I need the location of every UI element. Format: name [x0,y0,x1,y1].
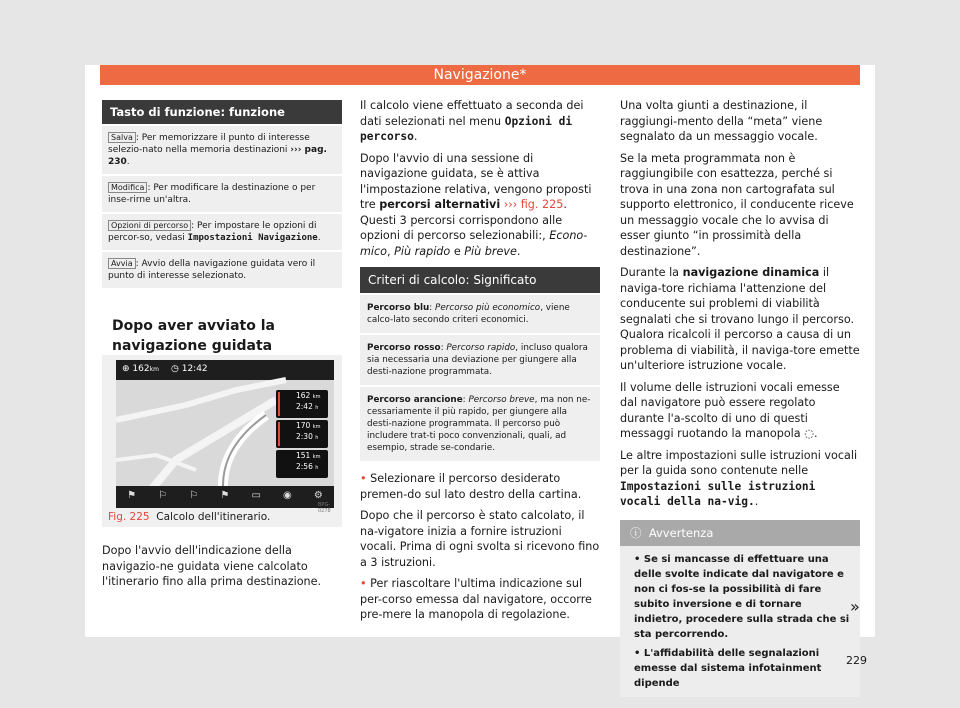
waypoint-icon[interactable]: ⚐ [189,490,199,501]
paragraph: Durante la navigazione dinamica il naviga-tore richiama l'attenzione del conducente sui problemi di viabilità segnalati che si trovano lungo il percorso. Qualora ricalcoli il percorso a causa di un problema di viabilità, il naviga-tore emette un'ulteriore istruzione vocale. [620,266,860,372]
page-header: Navigazione* [100,65,860,85]
gear-icon[interactable]: ⚙ [313,490,323,501]
column-3 [620,98,860,697]
camera-icon[interactable]: ◉ [283,490,292,501]
info-icon: ⓘ [630,525,642,540]
route-option-1[interactable]: 162 km 2:42 h [296,391,321,411]
figure-caption: Fig. 225 Calcolo dell'itinerario. [108,511,271,523]
key-salva: Salva [108,132,136,143]
criteria-title: Criteri di calcolo: Significato [360,267,600,293]
paragraph: Dopo l'avvio di una sessione di navigazione guidata, se è attiva l'impostazione relativa, vengono proposti tre percorsi alternativi ››› fig. 225. Questi 3 percorsi corrispondono alle opzioni di percorso selezionabili:, Econo-mico, Più rapido e Più breve. [360,151,592,258]
nav-toolbar [116,490,334,501]
section-title: Dopo aver avviato la navigazione guidata [112,318,275,354]
function-row: Opzioni di percorso : Per impostare le opzioni di percor-so, vedasi Impostazioni Navigazione. [102,212,342,250]
function-row: Salva : Per memorizzare il punto di interesse selezio-nato nella memoria destinazioni ››› pag. 230. [102,124,342,174]
warning-item: • Se si mancasse di effettuare una delle svolte indicate dal navigatore e non ci fos-se la possibilità di fare subito inversione e di tornare indietro, procedere sulla strada che si sta percorrendo. [634,553,850,640]
column-1 [102,100,342,368]
warning-box [620,520,860,697]
paragraph: Il calcolo viene effettuato a seconda dei dati selezionati nel menu Opzioni di percorso. [360,99,584,143]
nav-screen [116,360,334,508]
route-flag-icon[interactable]: ⚐ [158,490,168,501]
warning-title: ⓘ Avvertenza [620,520,860,546]
warning-item: • L'affidabilità delle segnalazioni emesse dal sistema infotainment dipende [634,647,822,689]
criteria-row: Percorso blu: Percorso più economico, viene calco-lato secondo criteri economici. [360,293,600,333]
paragraph: Le altre impostazioni sulle istruzioni vocali per la guida sono contenute nelle Impostazioni sulle istruzioni vocali della na-vig.. [620,448,858,508]
map-icon[interactable]: ▭ [251,490,261,501]
figure-code: BPG-0278 [318,502,331,514]
function-row: Modifica : Per modificare la destinazione o per inse-rirne un'altra. [102,174,342,212]
key-modifica: Modifica [108,182,147,193]
dest-flag-icon[interactable]: ⚑ [220,490,230,501]
bullet-item: • Selezionare il percorso desiderato premen-do sul lato destro della cartina. [360,472,582,501]
page-number: 229 [846,654,867,667]
function-box-title: Tasto di funzione: funzione [102,100,342,124]
col1-bottom-text: Dopo l'avvio dell'indicazione della navigazio-ne guidata viene calcolato l'itinerario fino alla prima destinazione. [102,544,322,588]
paragraph: Dopo che il percorso è stato calcolato, il na-vigatore inizia a fornire istruzioni vocali. Prima di ogni svolta si ricevono fino a 3 istruzioni. [360,509,600,569]
route-option-2[interactable]: 170 km 2:30 h [296,421,321,441]
figure-225 [102,355,342,527]
function-row: Avvia : Avvio della navigazione guidata vero il punto di interesse selezionato. [102,250,342,288]
criteria-row: Percorso arancione: Percorso breve, ma non ne-cessariamente il più rapido, per giungere alla desti-nazione programmata. Il percorso può includere trat-ti poco convenzionali, quali, ad esempio, strade se-condarie. [360,385,600,461]
warning-body [620,546,860,697]
route-option-3[interactable]: 151 km 2:56 h [296,451,321,471]
flag-icon[interactable]: ⚑ [127,490,137,501]
column-2 [360,98,600,629]
paragraph: Una volta giunti a destinazione, il raggiungi-mento della “meta” viene segnalato da un messaggio vocale. [620,99,823,143]
paragraph: Se la meta programmata non è raggiungibile con esattezza, perché si trova in una zona non cartografata sul supporto elettronico, il conducente riceve un messaggio vocale che lo avvisa di esser giunto “in prossimità della destinazione”. [620,151,854,258]
key-avvia: Avvia [108,258,136,269]
key-opzioni: Opzioni di percorso [108,220,191,231]
bullet-item: • Per riascoltare l'ultima indicazione sul per-corso emessa dal navigatore, occorre pre-mere la manopola di regolazione. [360,577,592,621]
criteria-row: Percorso rosso: Percorso rapido, incluso qualora sia necessaria una deviazione per giungere alla desti-nazione programmata. [360,333,600,385]
knob-icon: ◌ [804,427,814,440]
distance-readout: ⊕ 162km [122,364,159,374]
clock-readout: ◷ 12:42 [171,364,208,374]
paragraph: Il volume delle istruzioni vocali emesse dal navigatore può essere regolato durante l'a-scolto di uno di questi messaggi ruotando la manopola ◌. [620,380,840,440]
continue-mark: » [850,597,860,616]
